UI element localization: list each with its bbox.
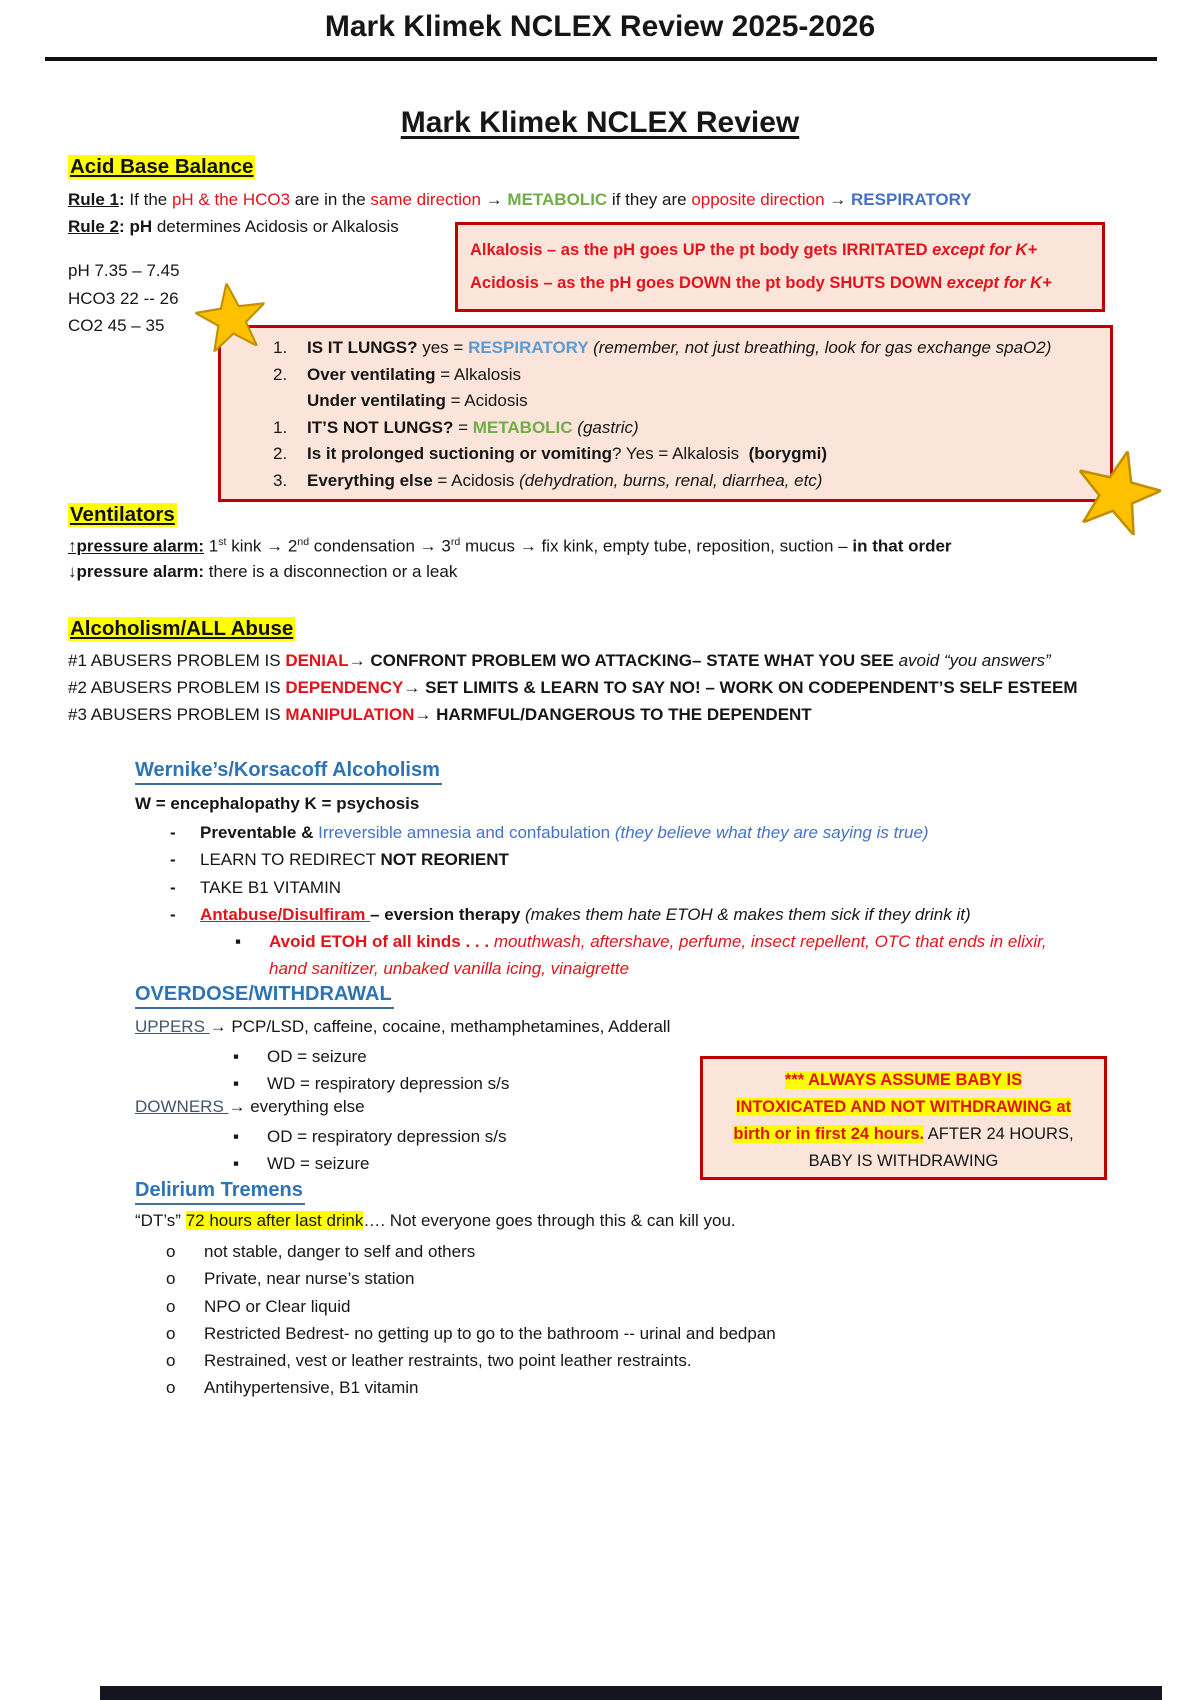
section-heading-ventilators (68, 503, 177, 527)
text-segment: METABOLIC (472, 417, 578, 437)
list-item (233, 1070, 693, 1097)
text-segment: DENIAL (285, 651, 349, 670)
text-segment: 3 (436, 536, 451, 556)
text-segment: IS IT LUNGS? (307, 338, 418, 357)
text-segment: eversion therapy (384, 904, 526, 924)
text-segment: rd (450, 536, 461, 548)
uppers-line (135, 1017, 835, 1037)
list-item-text (267, 1043, 693, 1070)
blue-heading: Delirium Tremens (135, 1179, 305, 1205)
text-segment: → (403, 678, 426, 697)
lab-value-hco3: HCO3 22 -- 26 (68, 288, 179, 308)
list-item (170, 874, 1110, 901)
list-marker: ▪ (233, 1154, 240, 1174)
list-item (170, 901, 1110, 928)
document-title: Mark Klimek NCLEX Review (400, 106, 800, 139)
text-segment: except for K+ (946, 274, 1052, 292)
text-segment: If the (124, 190, 172, 209)
uppers-bullet-list (233, 1043, 693, 1098)
list-item-text (267, 1070, 693, 1097)
text-segment: “DT’s” (135, 1211, 186, 1230)
text-segment: Antihypertensive, B1 vitamin (204, 1378, 419, 1398)
text-segment: IT’S NOT LUNGS? (307, 417, 454, 437)
text-segment: WD = seizure (267, 1154, 370, 1174)
list-marker (273, 388, 307, 415)
baby-withdrawal-callout-box (700, 1056, 1107, 1180)
text-segment: → (519, 536, 537, 556)
lab-value-ph: pH 7.35 – 7.45 (68, 261, 180, 280)
text-segment: → (209, 1017, 227, 1036)
list-marker: 3. (273, 470, 288, 490)
text-segment: OD = seizure (267, 1047, 367, 1066)
list-item (273, 415, 1102, 442)
list-item-text (204, 1374, 1146, 1401)
list-marker: ▪ (233, 1047, 240, 1066)
list-item (233, 1123, 693, 1150)
list-item-text (204, 1347, 1146, 1374)
blue-heading: Wernike’s/Korsacoff Alcoholism (135, 759, 442, 785)
text-segment: Restrained, vest or leather restraints, two point leather restraints. (204, 1351, 692, 1371)
list-item-text (200, 901, 1110, 928)
lab-values (68, 257, 180, 340)
low-pressure-alarm-line (68, 562, 968, 582)
text-segment: UPPERS (135, 1017, 210, 1036)
acidosis-rule (470, 274, 1090, 293)
list-item-text (307, 415, 1102, 442)
header-divider (45, 57, 1157, 61)
list-item (166, 1265, 1146, 1292)
alkalosis-rule (470, 241, 1090, 260)
text-segment: : (119, 190, 125, 209)
text-segment: TAKE B1 VITAMIN (200, 877, 342, 897)
text-segment: condensation (309, 536, 420, 556)
list-item-text (200, 874, 1110, 901)
text-segment: pH & the HCO3 (171, 190, 295, 209)
text-segment: Private, near nurse’s station (204, 1269, 415, 1289)
text-segment: Avoid ETOH of all kinds . . . (269, 932, 494, 951)
list-item-text (307, 388, 1102, 415)
text-segment: 72 hours after last drink (185, 1211, 364, 1230)
header-title: Mark Klimek NCLEX Review 2025-2026 (324, 10, 876, 43)
list-marker: ▪ (233, 1127, 240, 1146)
list-marker: 2. (273, 444, 288, 464)
baby-note-line (709, 1121, 1098, 1148)
list-item (166, 1293, 1146, 1320)
text-segment: = (453, 417, 473, 437)
abuser-problem-2 (68, 678, 1173, 698)
text-segment: avoid “you answers” (898, 651, 1051, 670)
text-segment: determines Acidosis or Alkalosis (152, 217, 399, 236)
list-marker: o (166, 1242, 176, 1261)
subsection-heading-delirium-tremens (135, 1179, 305, 1205)
text-segment: → (348, 651, 371, 670)
list-marker: - (170, 823, 176, 842)
list-marker: o (166, 1351, 176, 1371)
baby-note-line (709, 1148, 1098, 1175)
text-segment: not stable, danger to self and others (204, 1242, 476, 1261)
text-segment: …. Not everyone goes through this & can kill you. (363, 1211, 736, 1230)
text-segment: LEARN TO REDIRECT (200, 850, 381, 870)
text-segment: #3 ABUSERS PROBLEM IS (68, 705, 286, 724)
next-page-edge (100, 1686, 1162, 1700)
text-segment: nd (297, 536, 310, 548)
text-segment: Alkalosis – as the pH goes UP the pt body gets IRRITATED (470, 241, 933, 259)
downers-line (135, 1097, 695, 1117)
list-item (233, 1150, 693, 1177)
text-segment: mouthwash, aftershave, perfume, insect repellent, OTC that ends in elixir, hand sanitizer, unbaked vanilla icing, vinaigrette (269, 932, 1052, 979)
list-marker: o (166, 1378, 176, 1398)
list-item (273, 388, 1102, 415)
list-item (273, 468, 1102, 495)
abuser-problem-3 (68, 705, 1173, 725)
text-segment: except for K+ (932, 241, 1038, 259)
list-item (273, 441, 1102, 468)
text-segment: HARMFUL/DANGEROUS TO THE DEPENDENT (436, 705, 812, 724)
text-segment: INTOXICATED AND NOT WITHDRAWING at (735, 1098, 1072, 1116)
text-segment: WD = respiratory depression s/s (267, 1074, 510, 1094)
highlighted-heading: Acid Base Balance (70, 155, 254, 178)
text-segment: (borygmi) (748, 444, 828, 464)
text-segment: birth or in first 24 hours. (733, 1125, 925, 1143)
text-segment: in that order (852, 536, 952, 556)
text-segment: Preventable & (200, 823, 319, 842)
baby-note-line (709, 1067, 1098, 1094)
text-segment: (remember, not just breathing, look for gas exchange spaO2) (593, 338, 1052, 357)
text-segment: Rule 2 (68, 217, 120, 236)
text-segment: DEPENDENCY (285, 678, 404, 697)
text-segment: pH (129, 217, 153, 236)
delirium-bullet-list (166, 1238, 1146, 1402)
text-segment: = Acidosis (445, 391, 528, 411)
text-segment: = Alkalosis (435, 364, 521, 384)
text-segment: #2 ABUSERS PROBLEM IS (68, 678, 286, 697)
list-marker: 2. (273, 364, 288, 384)
text-segment: if they are (607, 190, 692, 209)
text-segment: ↑pressure alarm: (68, 536, 205, 556)
text-segment: opposite direction (691, 190, 830, 209)
text-segment: mucus (460, 536, 520, 556)
list-item-text (204, 1238, 1146, 1265)
text-segment: → (414, 705, 437, 724)
list-item (170, 846, 1110, 873)
high-pressure-alarm-line (68, 536, 1163, 557)
text-segment: yes = (417, 338, 469, 357)
blue-heading: OVERDOSE/WITHDRAWAL (135, 983, 394, 1009)
text-segment: → (266, 536, 284, 556)
text-segment: 1 (204, 536, 219, 556)
downers-bullet-list (233, 1123, 693, 1178)
star-icon (192, 278, 271, 353)
abuser-problem-1 (68, 651, 1173, 671)
text-segment: st (218, 536, 227, 548)
text-segment: DOWNERS (135, 1097, 229, 1116)
text-segment: kink (226, 536, 267, 556)
highlighted-heading: Ventilators (70, 503, 175, 526)
text-segment: Acidosis – as the pH goes DOWN the pt body SHUTS DOWN (470, 274, 947, 292)
text-segment: AFTER 24 HOURS, (924, 1125, 1074, 1143)
text-segment: → (228, 1097, 246, 1116)
list-item (166, 1347, 1146, 1374)
list-item (273, 335, 1102, 362)
list-item-text (200, 846, 1110, 873)
text-segment: OD = respiratory depression s/s (267, 1127, 507, 1146)
text-segment: (they believe what they are saying is true) (614, 823, 929, 842)
text-segment: W = encephalopathy K = psychosis (135, 794, 420, 813)
alkalosis-acidosis-callout-box (455, 222, 1105, 312)
text-segment: = Acidosis (432, 470, 520, 490)
list-item (166, 1320, 1146, 1347)
section-heading-acid-base (68, 155, 255, 179)
text-segment: NPO or Clear liquid (204, 1296, 351, 1316)
text-segment: Everything else (307, 470, 433, 490)
text-segment: ↓pressure alarm: (68, 562, 205, 581)
wernike-bullet-list (170, 819, 1110, 928)
text-segment: RESPIRATORY (851, 190, 972, 209)
text-segment: *** ALWAYS ASSUME BABY IS (784, 1071, 1023, 1089)
avoid-etoh-sublist (235, 928, 1063, 983)
list-item (233, 1043, 693, 1070)
text-segment: 2 (283, 536, 298, 556)
text-segment: → (419, 536, 437, 556)
list-marker: o (166, 1269, 176, 1289)
lab-value-co2: CO2 45 – 35 (68, 316, 165, 335)
acid-rule-1 (68, 190, 1158, 210)
list-marker: ▪ (233, 1074, 240, 1094)
subsection-heading-wernike (135, 759, 442, 785)
text-segment: MANIPULATION (285, 705, 415, 724)
highlighted-heading: Alcoholism/ALL Abuse (70, 617, 294, 640)
list-marker: - (170, 850, 176, 870)
text-segment: (makes them hate ETOH & makes them sick if they drink it) (525, 904, 971, 924)
text-segment: ? Yes = Alkalosis (612, 444, 749, 464)
text-segment: everything else (245, 1097, 365, 1116)
list-item (166, 1238, 1146, 1265)
star-icon (1068, 441, 1169, 539)
section-heading-alcoholism (68, 617, 295, 641)
text-segment: METABOLIC (507, 190, 608, 209)
text-segment: same direction (370, 190, 486, 209)
lungs-decision-box (218, 325, 1113, 502)
text-segment: Irreversible amnesia and confabulation (318, 823, 615, 842)
text-segment: SET LIMITS & LEARN TO SAY NO! – WORK ON CODEPENDENT’S SELF ESTEEM (425, 678, 1078, 697)
list-item-text (307, 335, 1102, 362)
list-item (273, 362, 1102, 389)
delirium-intro-line (135, 1211, 1135, 1231)
text-segment: → (829, 190, 852, 209)
text-segment: Restricted Bedrest- no getting up to go to the bathroom -- urinal and bedpan (204, 1323, 776, 1343)
list-item-text (269, 928, 1063, 983)
text-segment: (gastric) (577, 417, 639, 437)
text-segment: Is it prolonged suctioning or vomiting (307, 444, 613, 464)
list-item-text (267, 1150, 693, 1177)
text-segment: Antabuse/Disulfiram (200, 904, 371, 924)
list-marker: 1. (273, 417, 288, 437)
list-marker: o (166, 1323, 176, 1343)
list-marker: - (170, 877, 176, 897)
text-segment: there is a disconnection or a leak (204, 562, 458, 581)
list-item (235, 928, 1063, 983)
text-segment: NOT REORIENT (380, 850, 509, 870)
text-segment: Over ventilating (307, 364, 436, 384)
list-item (170, 819, 1110, 846)
list-item-text (204, 1265, 1146, 1292)
list-marker: ▪ (235, 932, 242, 951)
text-segment: Under ventilating (307, 391, 446, 411)
text-segment: – (370, 904, 385, 924)
baby-note-line (709, 1094, 1098, 1121)
list-marker: 1. (273, 338, 288, 357)
text-segment: Rule 1 (68, 190, 120, 209)
text-segment: (dehydration, burns, renal, diarrhea, etc) (519, 470, 823, 490)
text-segment: → (485, 190, 508, 209)
text-segment: CONFRONT PROBLEM WO ATTACKING– STATE WHAT YOU SEE (370, 651, 899, 670)
wernike-key-line (135, 794, 419, 814)
list-item-text (200, 819, 1110, 846)
text-segment: are in the (294, 190, 371, 209)
text-segment: fix kink, empty tube, reposition, suction – (536, 536, 853, 556)
text-segment: : (119, 217, 125, 236)
list-item-text (204, 1320, 1146, 1347)
list-marker: - (170, 904, 176, 924)
list-item-text (267, 1123, 693, 1150)
list-item (166, 1374, 1146, 1401)
list-item-text (307, 362, 1102, 389)
text-segment: #1 ABUSERS PROBLEM IS (68, 651, 286, 670)
list-item-text (204, 1293, 1146, 1320)
list-item-text (307, 441, 1102, 468)
subsection-heading-overdose (135, 983, 394, 1009)
list-marker: o (166, 1296, 176, 1316)
text-segment: RESPIRATORY (468, 338, 594, 357)
list-item-text (307, 468, 1102, 495)
text-segment: BABY IS WITHDRAWING (808, 1152, 999, 1170)
text-segment: PCP/LSD, caffeine, cocaine, methamphetamines, Adderall (226, 1017, 671, 1036)
